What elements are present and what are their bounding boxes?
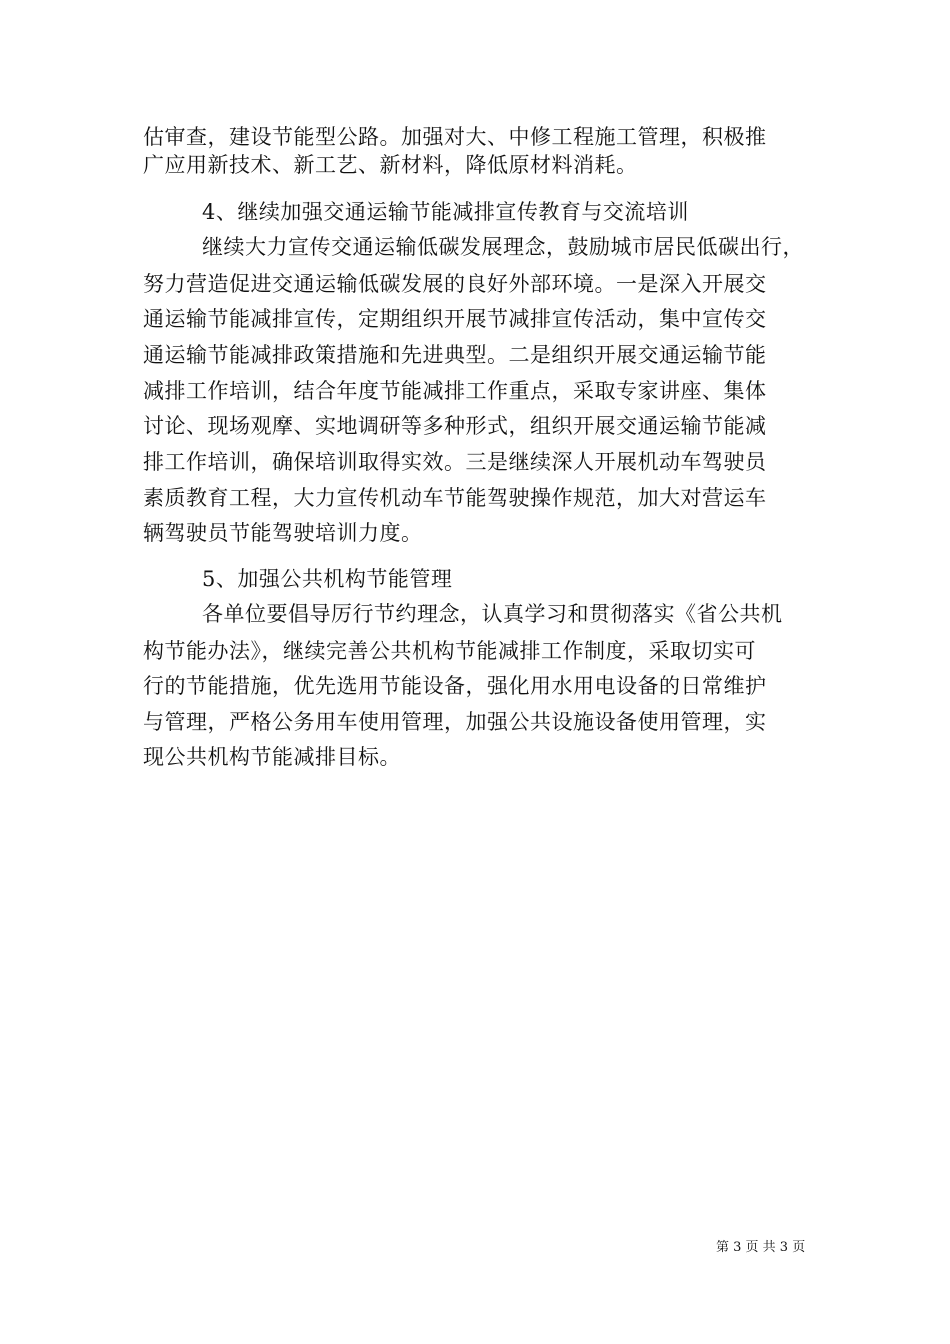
body-text-line: 与管理，严格公务用车使用管理，加强公共设施设备使用管理，实 — [143, 710, 767, 734]
page-number: 第 3 页 共 3 页 — [716, 1240, 806, 1255]
body-text-line: 广应用新技术、新工艺、新材料，降低原材料消耗。 — [143, 153, 638, 177]
body-text-line: 辆驾驶员节能驾驶培训力度。 — [143, 521, 423, 545]
body-text-line: 减排工作培训，结合年度节能减排工作重点，采取专家讲座、集体 — [143, 379, 767, 403]
body-text-line: 构节能办法》，继续完善公共机构节能减排工作制度，采取切实可 — [143, 639, 756, 663]
body-text-line: 通运输节能减排政策措施和先进典型。二是组织开展交通运输节能 — [143, 343, 767, 367]
body-text-line: 行的节能措施，优先选用节能设备，强化用水用电设备的日常维护 — [143, 674, 767, 698]
body-text-line: 排工作培训，确保培训取得实效。三是继续深人开展机动车驾驶员 — [143, 450, 767, 474]
body-text-line: 素质教育工程，大力宣传机动车节能驾驶操作规范，加大对营运车 — [143, 486, 767, 510]
body-text-line: 各单位要倡导厉行节约理念，认真学习和贯彻落实《省公共机 — [202, 602, 783, 626]
body-text-line: 现公共机构节能减排目标。 — [143, 745, 401, 769]
body-text-line: 努力营造促进交通运输低碳发展的良好外部环境。一是深入开展交 — [143, 272, 767, 296]
section-heading: 4、继续加强交通运输节能减排宣传教育与交流培训 — [202, 200, 689, 224]
body-text-line: 通运输节能减排宣传，定期组织开展节减排宣传活动，集中宣传交 — [143, 307, 767, 331]
body-text-line: 继续大力宣传交通运输低碳发展理念，鼓励城市居民低碳出行， — [202, 235, 804, 259]
body-text-line: 估审查，建设节能型公路。加强对大、中修工程施工管理，积极推 — [143, 125, 767, 149]
body-text-line: 讨论、现场观摩、实地调研等多种形式，组织开展交通运输节能减 — [143, 414, 767, 438]
section-heading: 5、加强公共机构节能管理 — [202, 567, 453, 591]
